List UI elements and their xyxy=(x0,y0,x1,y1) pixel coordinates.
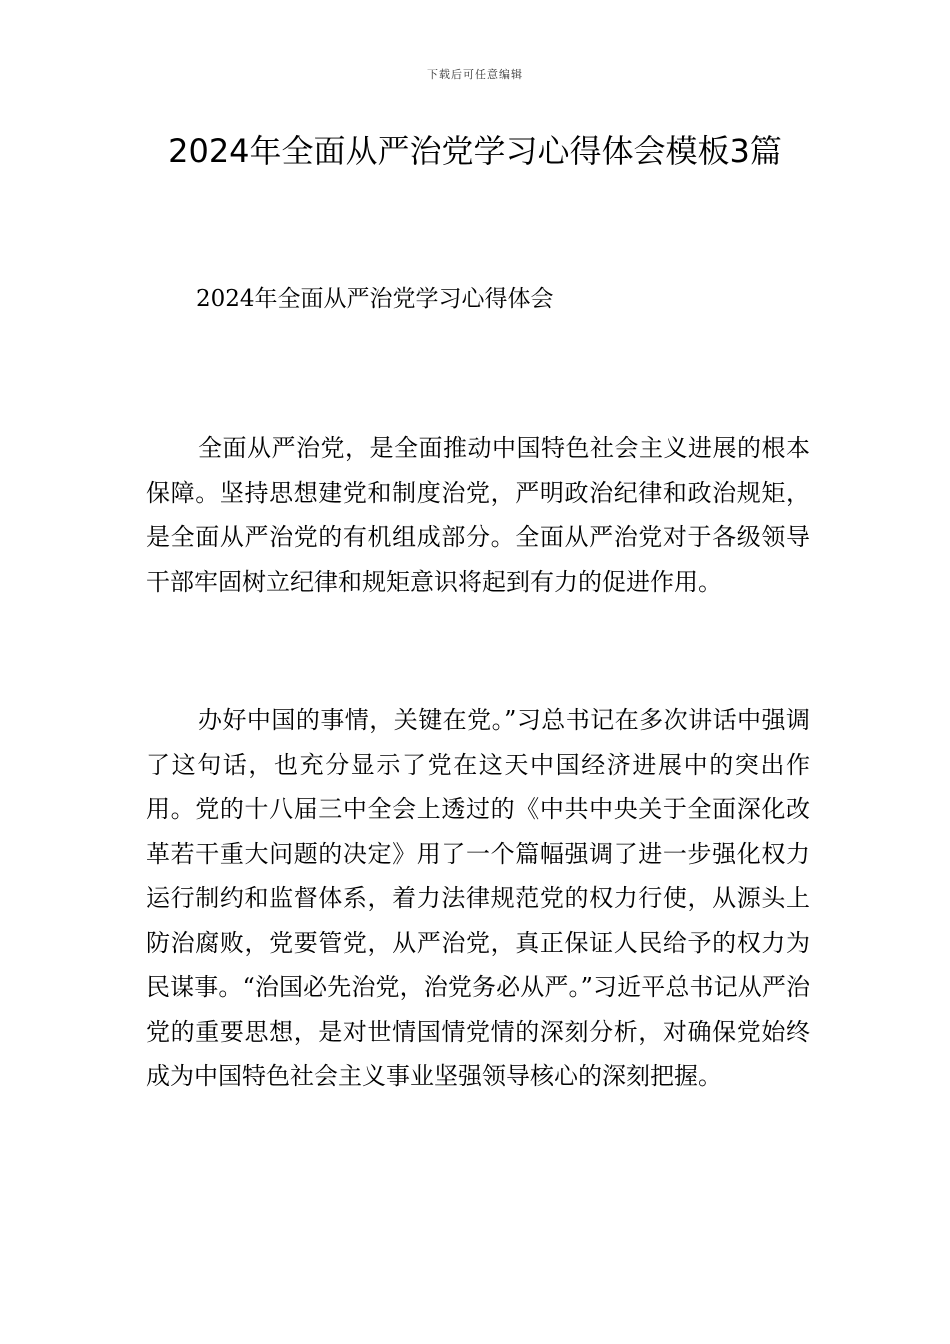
body-paragraph-1: 全面从严治党，是全面推动中国特色社会主义进展的根本保障。坚持思想建党和制度治党，严明政治纪律和政治规矩，是全面从严治党的有机组成部分。全面从严治党对于各级领导干部牢固树立纪律和规矩意识将起到有力的促进作用。 xyxy=(146,434,810,596)
document-title: 2024年全面从严治党学习心得体会模板3篇 xyxy=(168,132,782,170)
section-subtitle: 2024年全面从严治党学习心得体会 xyxy=(196,286,554,312)
header-note: 下载后可任意编辑 xyxy=(427,68,523,81)
body-paragraph-2: 办好中国的事情，关键在党。”习总书记在多次讲话中强调了这句话，也充分显示了党在这天中国经济进展中的突出作用。党的十八届三中全会上透过的《中共中央关于全面深化改革若干重大问题的决定》用了一个篇幅强调了进一步强化权力运行制约和监督体系，着力法律规范党的权力行使，从源头上防治腐败，党要管党，从严治党，真正保证人民给予的权力为民谋事。“治国必先治党，治党务必从严。”习近平总书记从严治党的重要思想，是对世情国情党情的深刻分析，对确保党始终成为中国特色社会主义事业坚强领导核心的深刻把握。 xyxy=(146,706,810,1090)
